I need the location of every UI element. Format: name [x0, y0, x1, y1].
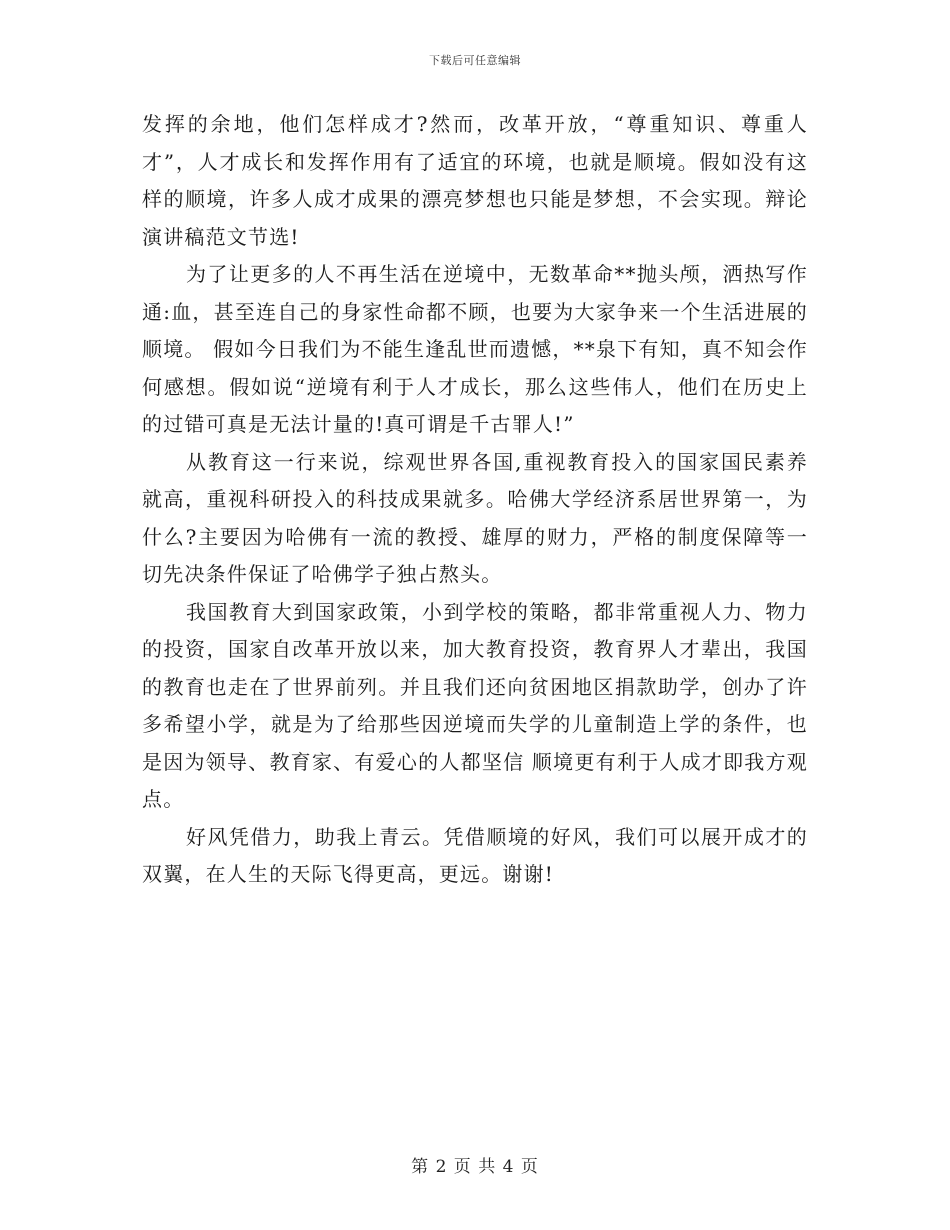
- page-header: 下载后可任意编辑: [429, 54, 521, 67]
- paragraph-2: 为了让更多的人不再生活在逆境中，无数革命**抛头颅，洒热写作通:血，甚至连自己的身家性命都不顾，也要为大家争来一个生活进展的顺境。 假如今日我们为不能生逢乱世而遗憾，**泉下有知，真不知会作何感想。假如说“逆境有利于人才成长，那么这些伟人，他们在历史上的过错可真是无法计量的!真可谓是千古罪人!”: [142, 262, 808, 436]
- paragraph-3: 从教育这一行来说，综观世界各国,重视教育投入的国家国民素养就高，重视科研投入的科技成果就多。哈佛大学经济系居世界第一，为什么?主要因为哈佛有一流的教授、雄厚的财力，严格的制度保障等一切先决条件保证了哈佛学子独占熬头。: [142, 449, 808, 586]
- paragraph-1: 发挥的余地，他们怎样成才?然而，改革开放，“尊重知识、尊重人才”，人才成长和发挥作用有了适宜的环境，也就是顺境。假如没有这样的顺境，许多人成才成果的漂亮梦想也只能是梦想，不会实现。辩论演讲稿范文节选!: [142, 112, 808, 249]
- paragraph-5: 好风凭借力，助我上青云。凭借顺境的好风，我们可以展开成才的双翼，在人生的天际飞得更高，更远。谢谢!: [142, 824, 808, 886]
- paragraph-4: 我国教育大到国家政策，小到学校的策略，都非常重视人力、物力的投资，国家自改革开放以来，加大教育投资，教育界人才辈出，我国的教育也走在了世界前列。并且我们还向贫困地区捐款助学，创办了许多希望小学，就是为了给那些因逆境而失学的儿童制造上学的条件，也是因为领导、教育家、有爱心的人都坚信 顺境更有利于人成才即我方观点。: [142, 599, 808, 811]
- page-number-footer: 第 2 页 共 4 页: [411, 1157, 539, 1177]
- document-body: [142, 106, 808, 894]
